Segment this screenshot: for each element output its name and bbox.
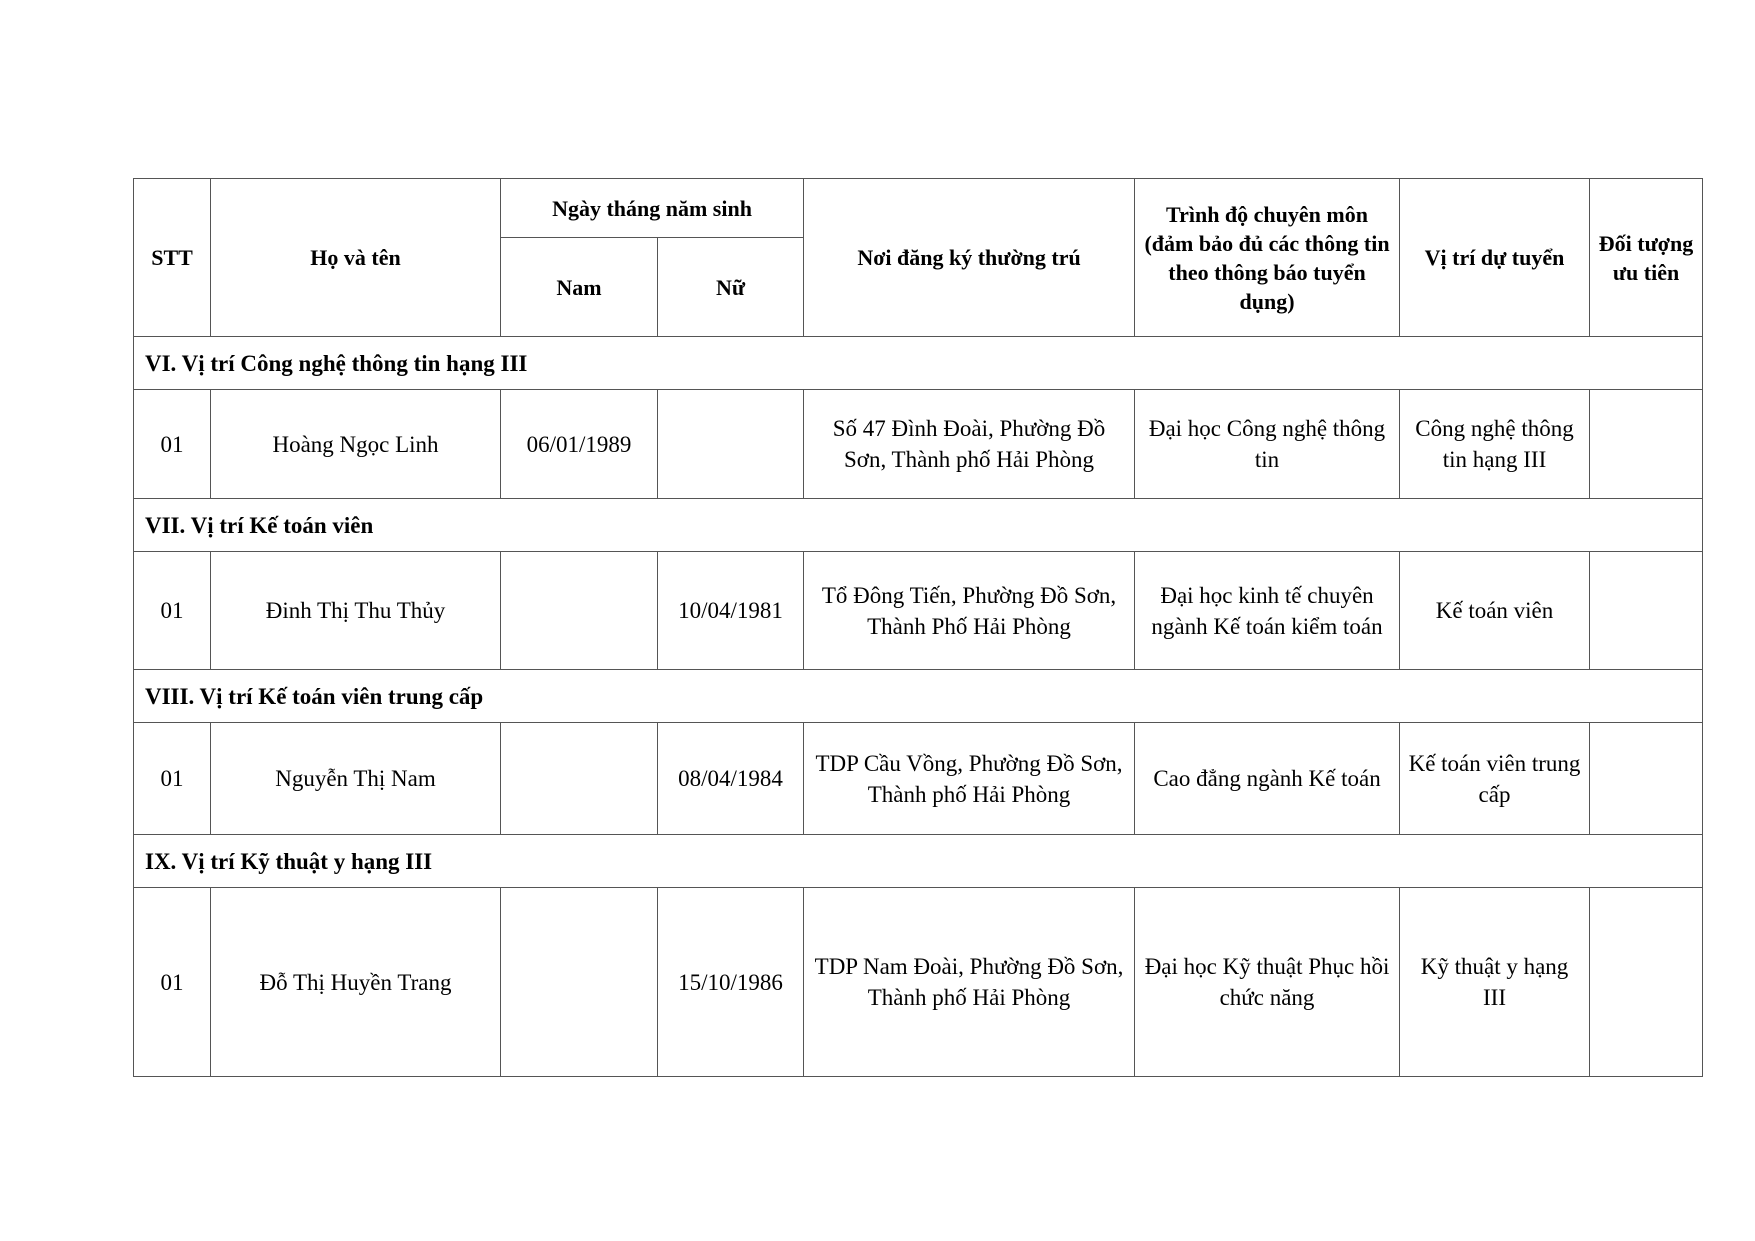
header-row-1: [134, 179, 1703, 238]
cell-name: Đinh Thị Thu Thủy: [211, 552, 501, 670]
header-male: Nam: [501, 238, 658, 337]
cell-position: Kỹ thuật y hạng III: [1400, 888, 1590, 1077]
cell-priority: [1590, 390, 1703, 499]
section-heading: [134, 835, 1703, 888]
header-residence: Nơi đăng ký thường trú: [804, 179, 1135, 337]
cell-male-dob: [501, 552, 658, 670]
cell-female-dob: [658, 390, 804, 499]
cell-priority: [1590, 552, 1703, 670]
section-heading: [134, 499, 1703, 552]
cell-name: Đỗ Thị Huyền Trang: [211, 888, 501, 1077]
cell-position: Kế toán viên trung cấp: [1400, 723, 1590, 835]
cell-residence: Tổ Đông Tiến, Phường Đồ Sơn, Thành Phố Hải Phòng: [804, 552, 1135, 670]
section-heading: [134, 670, 1703, 723]
cell-qualification: Đại học Công nghệ thông tin: [1135, 390, 1400, 499]
cell-position: Kế toán viên: [1400, 552, 1590, 670]
section-heading: [134, 337, 1703, 390]
table-row: [134, 723, 1703, 835]
header-female: Nữ: [658, 238, 804, 337]
section-title: VI. Vị trí Công nghệ thông tin hạng III: [134, 337, 1703, 390]
cell-residence: TDP Cầu Vồng, Phường Đồ Sơn, Thành phố Hải Phòng: [804, 723, 1135, 835]
section-title: VII. Vị trí Kế toán viên: [134, 499, 1703, 552]
cell-male-dob: [501, 723, 658, 835]
header-name: Họ và tên: [211, 179, 501, 337]
cell-male-dob: [501, 888, 658, 1077]
cell-residence: TDP Nam Đoài, Phường Đồ Sơn, Thành phố Hải Phòng: [804, 888, 1135, 1077]
cell-stt: 01: [134, 888, 211, 1077]
cell-name: Nguyễn Thị Nam: [211, 723, 501, 835]
cell-stt: 01: [134, 723, 211, 835]
cell-stt: 01: [134, 390, 211, 499]
cell-qualification: Đại học Kỹ thuật Phục hồi chức năng: [1135, 888, 1400, 1077]
section-title: VIII. Vị trí Kế toán viên trung cấp: [134, 670, 1703, 723]
cell-name: Hoàng Ngọc Linh: [211, 390, 501, 499]
header-stt: STT: [134, 179, 211, 337]
cell-qualification: Cao đẳng ngành Kế toán: [1135, 723, 1400, 835]
cell-position: Công nghệ thông tin hạng III: [1400, 390, 1590, 499]
cell-qualification: Đại học kinh tế chuyên ngành Kế toán kiểm toán: [1135, 552, 1400, 670]
candidate-table: [133, 178, 1703, 1077]
cell-stt: 01: [134, 552, 211, 670]
table-row: [134, 552, 1703, 670]
header-qualification: Trình độ chuyên môn (đảm bảo đủ các thông tin theo thông báo tuyển dụng): [1135, 179, 1400, 337]
table-row: [134, 888, 1703, 1077]
section-title: IX. Vị trí Kỹ thuật y hạng III: [134, 835, 1703, 888]
cell-priority: [1590, 723, 1703, 835]
header-position: Vị trí dự tuyển: [1400, 179, 1590, 337]
cell-priority: [1590, 888, 1703, 1077]
cell-male-dob: 06/01/1989: [501, 390, 658, 499]
cell-female-dob: 08/04/1984: [658, 723, 804, 835]
header-priority: Đối tượng ưu tiên: [1590, 179, 1703, 337]
table-row: [134, 390, 1703, 499]
cell-residence: Số 47 Đình Đoài, Phường Đồ Sơn, Thành phố Hải Phòng: [804, 390, 1135, 499]
header-dob-group: Ngày tháng năm sinh: [501, 179, 804, 238]
cell-female-dob: 15/10/1986: [658, 888, 804, 1077]
cell-female-dob: 10/04/1981: [658, 552, 804, 670]
